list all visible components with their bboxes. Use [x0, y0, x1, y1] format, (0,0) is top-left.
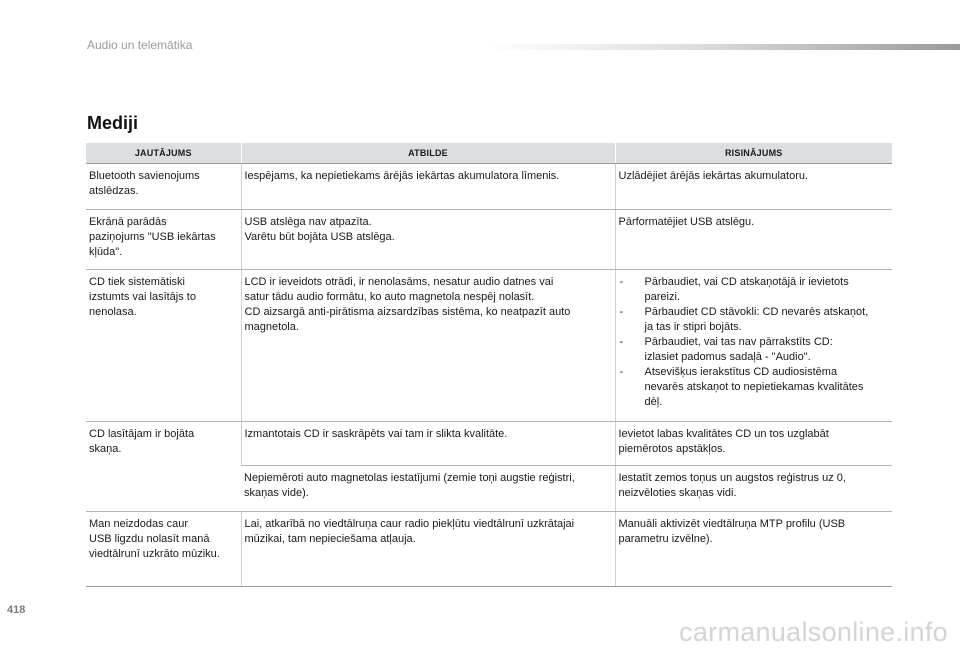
answer-cell: [241, 210, 615, 270]
text-line: Iespējams, ka nepietiekams ārējās iekārtas akumulatora līmenis.: [244, 170, 560, 182]
text-line: USB ligzdu nolasīt manā: [89, 533, 210, 545]
answer-cell: [241, 512, 615, 587]
chapter-title: Audio un telemātika: [87, 38, 193, 52]
table-row: [86, 270, 892, 422]
text-line: LCD ir ieveidots otrādi, ir nenolasāms, nesatur audio datnes vai: [244, 276, 554, 288]
solution-list: [619, 275, 890, 410]
text-line: nenolasa.: [89, 306, 137, 318]
text-line: pareizi.: [644, 291, 680, 303]
troubleshooting-table: [86, 143, 892, 587]
text-line: Varētu būt bojāta USB atslēga.: [244, 231, 395, 243]
text-line: Uzlādējiet ārējās iekārtas akumulatoru.: [618, 170, 809, 182]
text-line: CD lasītājam ir bojāta: [89, 428, 195, 440]
text-line: neizvēloties skaņas vidi.: [618, 487, 737, 499]
column-header-question: JAUTĀJUMS: [86, 143, 241, 164]
section-title: Mediji: [87, 113, 139, 133]
solution-cell: [615, 466, 892, 512]
table-header-row: [86, 143, 892, 164]
text-line: skaņas vide).: [244, 487, 309, 499]
answer-cell: [241, 164, 615, 210]
text-line: CD tiek sistemātiski: [89, 276, 185, 288]
text-line: Ievietot labas kvalitātes CD un tos uzglabāt: [618, 428, 829, 440]
table-row: [86, 422, 892, 466]
text-line: Lai, atkarībā no viedtālruņa caur radio piekļūtu viedtālrunī uzkrātajai: [244, 518, 575, 530]
text-line: paziņojums "USB iekārtas: [89, 231, 216, 243]
text-line: atslēdzas.: [89, 185, 139, 197]
text-line: nevarēs atskaņot to nepietiekamas kvalitātes: [644, 381, 864, 393]
text-line: Manuāli aktivizēt viedtālruņa MTP profilu (USB: [618, 518, 846, 530]
list-item: [619, 365, 890, 410]
text-line: izstumts vai lasītājs to: [89, 291, 196, 303]
text-line: Man neizdodas caur: [89, 518, 189, 530]
watermark: carmanualsonline.info: [679, 617, 948, 647]
question-cell: [86, 210, 241, 270]
text-line: parametru izvēlne).: [618, 533, 713, 545]
text-line: kļūda".: [89, 246, 123, 258]
text-line: dēļ.: [644, 396, 663, 408]
text-line: mūzikai, tam nepieciešama atļauja.: [244, 533, 416, 545]
text-line: Pārformatējiet USB atslēgu.: [618, 216, 755, 228]
solution-cell: [615, 512, 892, 587]
question-cell: [86, 270, 241, 422]
text-line: - Atsevišķus ierakstītus CD audiosistēma: [644, 366, 838, 378]
page-number: 418: [7, 604, 26, 616]
text-line: skaņa.: [89, 443, 122, 455]
list-item: [619, 275, 890, 305]
header-gradient-bar: [487, 44, 960, 50]
solution-cell: [615, 270, 892, 422]
text-line: USB atslēga nav atpazīta.: [244, 216, 372, 228]
answer-cell: [241, 466, 615, 512]
answer-cell: [241, 270, 615, 422]
text-line: Nepiemēroti auto magnetolas iestatījumi (zemie toņi augstie reģistri,: [244, 472, 575, 484]
text-line: - Pārbaudiet, vai tas nav pārrakstīts CD:: [644, 336, 833, 348]
text-line: Iestatīt zemos toņus un augstos reģistrus uz 0,: [618, 472, 846, 484]
question-cell: [86, 164, 241, 210]
text-line: piemērotos apstākļos.: [618, 443, 726, 455]
text-line: Ekrānā parādās: [89, 216, 167, 228]
text-line: viedtālrunī uzkrāto mūziku.: [89, 548, 220, 560]
table-row: [86, 210, 892, 270]
text-line: ja tas ir stipri bojāts.: [644, 321, 742, 333]
list-item: [619, 305, 890, 335]
text-line: - Pārbaudiet CD stāvokli: CD nevarēs atskaņot,: [644, 306, 869, 318]
text-line: satur tādu audio formātu, ko auto magnetola nespēj nolasīt.: [244, 291, 535, 303]
column-header-solution: RISINĀJUMS: [615, 143, 892, 164]
table-row: [86, 512, 892, 587]
text-line: CD aizsargā anti-pirātisma aizsardzības sistēma, ko neatpazīt auto: [244, 306, 571, 318]
text-line: - Pārbaudiet, vai CD atskaņotājā ir ievietots: [644, 276, 849, 288]
question-cell: [86, 422, 241, 512]
answer-cell: [241, 422, 615, 466]
table-row: [86, 164, 892, 210]
text-line: Bluetooth savienojums: [89, 170, 200, 182]
question-cell: [86, 512, 241, 587]
list-item: [619, 335, 890, 365]
text-line: magnetola.: [244, 321, 299, 333]
column-header-answer: ATBILDE: [241, 143, 615, 164]
solution-cell: [615, 164, 892, 210]
solution-cell: [615, 210, 892, 270]
text-line: Izmantotais CD ir saskrāpēts vai tam ir slikta kvalitāte.: [244, 428, 508, 440]
solution-cell: [615, 422, 892, 466]
text-line: izlasiet padomus sadaļā - "Audio".: [644, 351, 811, 363]
